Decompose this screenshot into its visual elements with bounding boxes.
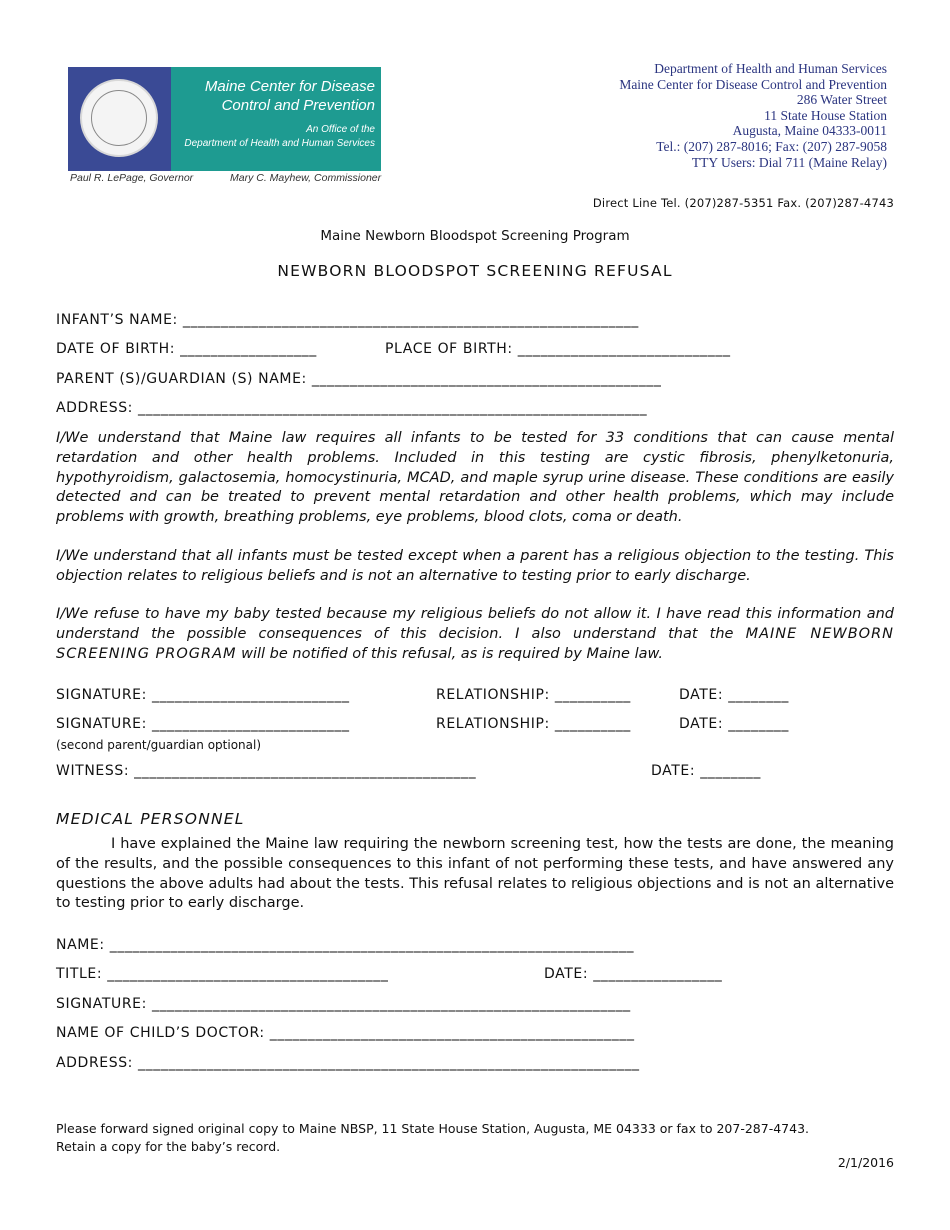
- place-of-birth-field[interactable]: PLACE OF BIRTH: ____________________________: [385, 341, 731, 357]
- logo-seal-panel: [68, 67, 171, 171]
- witness-field[interactable]: WITNESS: _____________________________________________: [56, 763, 477, 779]
- state-seal-icon: [80, 79, 158, 157]
- relationship-field-2[interactable]: RELATIONSHIP: __________: [436, 716, 631, 732]
- address-line: Tel.: (207) 287-8016; Fax: (207) 287-9058: [656, 138, 887, 154]
- direct-line: Direct Line Tel. (207)287-5351 Fax. (207)287-4743: [592, 196, 894, 210]
- medical-title-field[interactable]: TITLE: _____________________________________: [56, 966, 389, 982]
- program-name: Maine Newborn Bloodspot Screening Program: [320, 228, 630, 244]
- logo-title: Maine Center for Disease Control and Prevention: [204, 78, 375, 114]
- form-title: NEWBORN BLOODSPOT SCREENING REFUSAL: [277, 262, 673, 280]
- address-line: Department of Health and Human Services: [654, 61, 887, 76]
- date-field-1[interactable]: DATE: ________: [679, 687, 789, 703]
- witness-date-field[interactable]: DATE: ________: [651, 763, 761, 779]
- childs-doctor-field[interactable]: NAME OF CHILD’S DOCTOR: ________________________________________________: [56, 1025, 635, 1041]
- medical-signature-field[interactable]: SIGNATURE: _______________________________________________________________: [56, 996, 631, 1012]
- infant-name-field[interactable]: INFANT’S NAME: ____________________________________________________________: [56, 312, 639, 328]
- maine-cdc-logo: [68, 67, 381, 171]
- address-line: Maine Center for Disease Control and Prevention: [619, 76, 887, 92]
- date-field-2[interactable]: DATE: ________: [679, 716, 789, 732]
- revision-date: 2/1/2016: [837, 1155, 894, 1170]
- medical-statement: I have explained the Maine law requiring the newborn screening test, how the tests are done, the meaning of the results, and the possible consequences to this infant of not performing these tests, and have answered any questions the above adults had about the tests. This refusal relates to religious objections and is not an alternative to testing prior to early discharge.: [56, 836, 894, 912]
- medical-address-field[interactable]: ADDRESS: __________________________________________________________________: [56, 1055, 640, 1071]
- address-line: TTY Users: Dial 711 (Maine Relay): [691, 154, 887, 170]
- commissioner-label: Mary C. Mayhew, Commissioner: [230, 172, 382, 184]
- agency-address: [619, 61, 887, 170]
- signature-field-1[interactable]: SIGNATURE: __________________________: [56, 687, 350, 703]
- governor-label: Paul R. LePage, Governor: [70, 172, 194, 184]
- address-line: 286 Water Street: [796, 92, 887, 108]
- date-of-birth-field[interactable]: DATE OF BIRTH: __________________: [56, 341, 317, 357]
- parent-guardian-name-field[interactable]: PARENT (S)/GUARDIAN (S) NAME: ______________________________________________: [56, 371, 662, 387]
- logo-subtitle: An Office of the Department of Health and Human Services: [184, 124, 375, 149]
- medical-personnel-heading: MEDICAL PERSONNEL: [56, 810, 245, 828]
- address-line: 11 State House Station: [764, 107, 887, 123]
- medical-name-field[interactable]: NAME: _____________________________________________________________________: [56, 937, 635, 953]
- optional-note: (second parent/guardian optional): [56, 738, 262, 752]
- law-paragraph: I/We understand that Maine law requires all infants to be tested for 33 conditions that can cause mental retardation and other health problems. Included in this testing are cystic fibrosis, phenylketonuria, hypothyroidism, galactosemia, homocystinuria, MCAD, and maple syrup urine disease. These conditions are easily detected and can be treated to prevent mental retardation and other health problems, which may include problems with growth, breathing problems, eye problems, blood clots, coma or death.: [56, 430, 894, 526]
- relationship-field-1[interactable]: RELATIONSHIP: __________: [436, 687, 631, 703]
- address-line: Augusta, Maine 04333-0011: [732, 123, 887, 139]
- refusal-paragraph: I/We refuse to have my baby tested because my religious beliefs do not allow it. I have read this information and understand the possible consequences of this decision. I also understand that the MAINE NEWBORN SCREENING PROGRAM will be notified of this refusal, as is required by Maine law.: [56, 606, 895, 662]
- medical-date-field[interactable]: DATE: _________________: [544, 966, 723, 982]
- address-field[interactable]: ADDRESS: ___________________________________________________________________: [56, 400, 648, 416]
- program-name-inline: MAINE NEWBORN SCREENING PROGRAM: [56, 625, 895, 662]
- signature-field-2[interactable]: SIGNATURE: __________________________: [56, 716, 350, 732]
- footer-instructions: Please forward signed original copy to Maine NBSP, 11 State House Station, Augusta, ME 04333 or fax to 207-287-4743. Retain a copy for the baby’s record.: [56, 1121, 810, 1154]
- exception-paragraph: I/We understand that all infants must be tested except when a parent has a religious objection to the testing. This objection relates to religious beliefs and is not an alternative to testing prior to early discharge.: [56, 548, 894, 584]
